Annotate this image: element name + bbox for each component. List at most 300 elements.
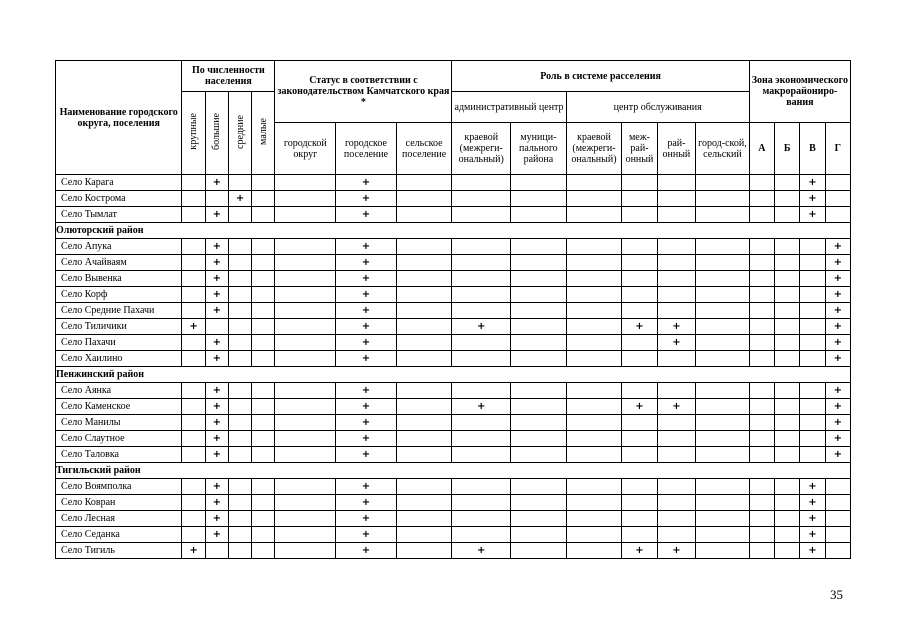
plus-mark: + xyxy=(825,335,850,351)
empty-cell xyxy=(396,447,452,463)
table-row xyxy=(56,399,851,415)
header-svc-interdistrict: меж-рай-онный xyxy=(622,123,657,175)
empty-cell xyxy=(749,287,774,303)
empty-cell xyxy=(511,255,567,271)
settlement-name: Село Корф xyxy=(56,287,182,303)
empty-cell xyxy=(228,511,251,527)
table-row xyxy=(56,527,851,543)
empty-cell xyxy=(749,191,774,207)
empty-cell xyxy=(775,383,800,399)
empty-cell xyxy=(696,351,750,367)
empty-cell xyxy=(252,543,275,559)
empty-cell xyxy=(749,495,774,511)
empty-cell xyxy=(182,415,205,431)
empty-cell xyxy=(566,207,622,223)
plus-mark: + xyxy=(205,271,228,287)
empty-cell xyxy=(252,271,275,287)
empty-cell xyxy=(657,495,695,511)
empty-cell xyxy=(396,191,452,207)
empty-cell xyxy=(252,207,275,223)
empty-cell xyxy=(252,239,275,255)
empty-cell xyxy=(566,271,622,287)
plus-mark: + xyxy=(800,479,825,495)
empty-cell xyxy=(396,399,452,415)
plus-mark: + xyxy=(336,303,397,319)
empty-cell xyxy=(511,399,567,415)
empty-cell xyxy=(775,415,800,431)
plus-mark: + xyxy=(336,319,397,335)
empty-cell xyxy=(657,271,695,287)
settlement-name: Село Седанка xyxy=(56,527,182,543)
empty-cell xyxy=(657,527,695,543)
empty-cell xyxy=(749,399,774,415)
empty-cell xyxy=(800,447,825,463)
empty-cell xyxy=(182,271,205,287)
empty-cell xyxy=(657,191,695,207)
empty-cell xyxy=(622,527,657,543)
empty-cell xyxy=(622,351,657,367)
table-body xyxy=(56,175,851,559)
empty-cell xyxy=(228,431,251,447)
plus-mark: + xyxy=(452,543,511,559)
empty-cell xyxy=(566,511,622,527)
header-st-urban-settlement: городское поселение xyxy=(336,123,397,175)
empty-cell xyxy=(228,479,251,495)
empty-cell xyxy=(749,351,774,367)
empty-cell xyxy=(252,399,275,415)
plus-mark: + xyxy=(825,415,850,431)
empty-cell xyxy=(228,207,251,223)
empty-cell xyxy=(452,239,511,255)
empty-cell xyxy=(800,415,825,431)
plus-mark: + xyxy=(205,447,228,463)
empty-cell xyxy=(452,495,511,511)
empty-cell xyxy=(275,527,336,543)
plus-mark: + xyxy=(336,527,397,543)
empty-cell xyxy=(275,495,336,511)
plus-mark: + xyxy=(800,543,825,559)
empty-cell xyxy=(749,239,774,255)
empty-cell xyxy=(566,543,622,559)
plus-mark: + xyxy=(336,383,397,399)
plus-mark: + xyxy=(336,415,397,431)
empty-cell xyxy=(228,415,251,431)
empty-cell xyxy=(452,479,511,495)
plus-mark: + xyxy=(825,431,850,447)
plus-mark: + xyxy=(228,191,251,207)
empty-cell xyxy=(696,207,750,223)
plus-mark: + xyxy=(336,239,397,255)
settlement-name: Село Лесная xyxy=(56,511,182,527)
empty-cell xyxy=(511,415,567,431)
empty-cell xyxy=(275,543,336,559)
empty-cell xyxy=(452,447,511,463)
empty-cell xyxy=(275,479,336,495)
empty-cell xyxy=(275,511,336,527)
empty-cell xyxy=(657,479,695,495)
empty-cell xyxy=(749,415,774,431)
empty-cell xyxy=(800,271,825,287)
plus-mark: + xyxy=(800,527,825,543)
settlement-name: Село Хаилино xyxy=(56,351,182,367)
empty-cell xyxy=(775,399,800,415)
table-row xyxy=(56,175,851,191)
empty-cell xyxy=(511,479,567,495)
plus-mark: + xyxy=(825,287,850,303)
empty-cell xyxy=(566,239,622,255)
empty-cell xyxy=(622,287,657,303)
empty-cell xyxy=(566,431,622,447)
empty-cell xyxy=(396,479,452,495)
empty-cell xyxy=(252,319,275,335)
table-row xyxy=(56,303,851,319)
empty-cell xyxy=(775,303,800,319)
settlement-name: Село Ковран xyxy=(56,495,182,511)
empty-cell xyxy=(252,415,275,431)
empty-cell xyxy=(825,527,850,543)
empty-cell xyxy=(622,239,657,255)
empty-cell xyxy=(696,479,750,495)
empty-cell xyxy=(275,351,336,367)
header-st-rural-settlement: сельское поселение xyxy=(396,123,452,175)
empty-cell xyxy=(511,447,567,463)
plus-mark: + xyxy=(205,495,228,511)
empty-cell xyxy=(566,527,622,543)
empty-cell xyxy=(396,543,452,559)
settlement-name: Село Карага xyxy=(56,175,182,191)
empty-cell xyxy=(396,335,452,351)
empty-cell xyxy=(396,319,452,335)
empty-cell xyxy=(622,495,657,511)
table-row xyxy=(56,207,851,223)
header-st-urban-okrug: городской округ xyxy=(275,123,336,175)
empty-cell xyxy=(657,287,695,303)
empty-cell xyxy=(228,239,251,255)
empty-cell xyxy=(511,495,567,511)
plus-mark: + xyxy=(825,319,850,335)
empty-cell xyxy=(228,271,251,287)
empty-cell xyxy=(696,287,750,303)
header-service-center: центр обслуживания xyxy=(566,92,749,123)
plus-mark: + xyxy=(622,319,657,335)
empty-cell xyxy=(252,191,275,207)
header-population: По численности населения xyxy=(182,61,275,92)
plus-mark: + xyxy=(825,255,850,271)
empty-cell xyxy=(228,383,251,399)
empty-cell xyxy=(622,255,657,271)
empty-cell xyxy=(275,415,336,431)
empty-cell xyxy=(749,511,774,527)
empty-cell xyxy=(775,207,800,223)
plus-mark: + xyxy=(336,255,397,271)
empty-cell xyxy=(452,511,511,527)
empty-cell xyxy=(275,207,336,223)
empty-cell xyxy=(511,335,567,351)
plus-mark: + xyxy=(800,207,825,223)
settlement-table xyxy=(55,60,851,559)
plus-mark: + xyxy=(825,351,850,367)
plus-mark: + xyxy=(622,543,657,559)
empty-cell xyxy=(749,319,774,335)
empty-cell xyxy=(749,207,774,223)
empty-cell xyxy=(825,207,850,223)
empty-cell xyxy=(657,383,695,399)
empty-cell xyxy=(275,271,336,287)
plus-mark: + xyxy=(336,431,397,447)
settlement-name: Село Тымлат xyxy=(56,207,182,223)
table-row xyxy=(56,319,851,335)
empty-cell xyxy=(228,175,251,191)
plus-mark: + xyxy=(205,287,228,303)
empty-cell xyxy=(452,255,511,271)
empty-cell xyxy=(749,527,774,543)
empty-cell xyxy=(511,543,567,559)
empty-cell xyxy=(182,175,205,191)
empty-cell xyxy=(452,191,511,207)
empty-cell xyxy=(452,351,511,367)
plus-mark: + xyxy=(205,175,228,191)
empty-cell xyxy=(275,191,336,207)
plus-mark: + xyxy=(825,383,850,399)
empty-cell xyxy=(775,175,800,191)
header-pop-big: большие xyxy=(205,92,228,175)
empty-cell xyxy=(228,351,251,367)
plus-mark: + xyxy=(825,239,850,255)
table-row xyxy=(56,431,851,447)
empty-cell xyxy=(800,255,825,271)
empty-cell xyxy=(775,271,800,287)
empty-cell xyxy=(252,255,275,271)
empty-cell xyxy=(252,287,275,303)
empty-cell xyxy=(452,431,511,447)
table-row xyxy=(56,255,851,271)
empty-cell xyxy=(696,415,750,431)
empty-cell xyxy=(825,543,850,559)
empty-cell xyxy=(228,399,251,415)
plus-mark: + xyxy=(336,207,397,223)
empty-cell xyxy=(566,415,622,431)
empty-cell xyxy=(800,431,825,447)
plus-mark: + xyxy=(336,543,397,559)
empty-cell xyxy=(775,479,800,495)
plus-mark: + xyxy=(800,175,825,191)
empty-cell xyxy=(749,175,774,191)
plus-mark: + xyxy=(336,287,397,303)
empty-cell xyxy=(182,495,205,511)
empty-cell xyxy=(749,271,774,287)
settlement-name: Село Апука xyxy=(56,239,182,255)
empty-cell xyxy=(622,447,657,463)
table-row xyxy=(56,271,851,287)
empty-cell xyxy=(182,207,205,223)
plus-mark: + xyxy=(336,511,397,527)
empty-cell xyxy=(252,511,275,527)
empty-cell xyxy=(657,447,695,463)
table-row xyxy=(56,511,851,527)
plus-mark: + xyxy=(205,383,228,399)
plus-mark: + xyxy=(452,399,511,415)
header-zone-v: В xyxy=(800,123,825,175)
section-row xyxy=(56,463,851,479)
empty-cell xyxy=(396,415,452,431)
plus-mark: + xyxy=(205,399,228,415)
empty-cell xyxy=(657,431,695,447)
empty-cell xyxy=(275,287,336,303)
section-title: Пенжинский район xyxy=(56,367,851,383)
empty-cell xyxy=(566,319,622,335)
empty-cell xyxy=(275,319,336,335)
empty-cell xyxy=(749,447,774,463)
empty-cell xyxy=(566,399,622,415)
page-number: 35 xyxy=(830,587,843,602)
empty-cell xyxy=(396,303,452,319)
empty-cell xyxy=(182,255,205,271)
table-row xyxy=(56,191,851,207)
empty-cell xyxy=(696,431,750,447)
settlement-name: Село Воямполка xyxy=(56,479,182,495)
empty-cell xyxy=(205,543,228,559)
plus-mark: + xyxy=(205,335,228,351)
empty-cell xyxy=(252,383,275,399)
empty-cell xyxy=(622,511,657,527)
plus-mark: + xyxy=(657,543,695,559)
empty-cell xyxy=(622,191,657,207)
plus-mark: + xyxy=(182,319,205,335)
empty-cell xyxy=(775,319,800,335)
empty-cell xyxy=(566,479,622,495)
empty-cell xyxy=(657,175,695,191)
empty-cell xyxy=(205,319,228,335)
empty-cell xyxy=(275,431,336,447)
empty-cell xyxy=(228,543,251,559)
empty-cell xyxy=(696,303,750,319)
empty-cell xyxy=(396,271,452,287)
empty-cell xyxy=(749,431,774,447)
empty-cell xyxy=(566,335,622,351)
empty-cell xyxy=(396,255,452,271)
empty-cell xyxy=(622,207,657,223)
empty-cell xyxy=(657,415,695,431)
plus-mark: + xyxy=(825,271,850,287)
empty-cell xyxy=(566,447,622,463)
empty-cell xyxy=(696,239,750,255)
empty-cell xyxy=(252,447,275,463)
empty-cell xyxy=(228,319,251,335)
empty-cell xyxy=(566,351,622,367)
empty-cell xyxy=(696,543,750,559)
empty-cell xyxy=(182,447,205,463)
empty-cell xyxy=(511,287,567,303)
empty-cell xyxy=(566,175,622,191)
empty-cell xyxy=(696,191,750,207)
empty-cell xyxy=(252,175,275,191)
empty-cell xyxy=(657,239,695,255)
plus-mark: + xyxy=(657,335,695,351)
table-row xyxy=(56,495,851,511)
empty-cell xyxy=(252,479,275,495)
empty-cell xyxy=(775,447,800,463)
empty-cell xyxy=(696,399,750,415)
empty-cell xyxy=(622,415,657,431)
empty-cell xyxy=(749,543,774,559)
empty-cell xyxy=(452,271,511,287)
empty-cell xyxy=(182,191,205,207)
empty-cell xyxy=(228,255,251,271)
empty-cell xyxy=(182,399,205,415)
empty-cell xyxy=(396,239,452,255)
header-adm-municipal: муници-пального района xyxy=(511,123,567,175)
empty-cell xyxy=(511,271,567,287)
empty-cell xyxy=(749,383,774,399)
settlement-name: Село Средние Пахачи xyxy=(56,303,182,319)
header-svc-district: рай-онный xyxy=(657,123,695,175)
empty-cell xyxy=(775,351,800,367)
empty-cell xyxy=(800,351,825,367)
empty-cell xyxy=(696,383,750,399)
empty-cell xyxy=(622,431,657,447)
header-svc-urban-rural: город-ской, сельский xyxy=(696,123,750,175)
empty-cell xyxy=(825,511,850,527)
empty-cell xyxy=(622,335,657,351)
empty-cell xyxy=(252,527,275,543)
empty-cell xyxy=(182,527,205,543)
empty-cell xyxy=(511,207,567,223)
empty-cell xyxy=(622,303,657,319)
empty-cell xyxy=(696,319,750,335)
empty-cell xyxy=(396,527,452,543)
settlement-name: Село Кострома xyxy=(56,191,182,207)
section-title: Олюторский район xyxy=(56,223,851,239)
empty-cell xyxy=(452,175,511,191)
empty-cell xyxy=(657,255,695,271)
plus-mark: + xyxy=(205,479,228,495)
settlement-name: Село Пахачи xyxy=(56,335,182,351)
empty-cell xyxy=(800,399,825,415)
empty-cell xyxy=(749,335,774,351)
plus-mark: + xyxy=(205,415,228,431)
plus-mark: + xyxy=(452,319,511,335)
plus-mark: + xyxy=(336,479,397,495)
empty-cell xyxy=(252,351,275,367)
empty-cell xyxy=(252,303,275,319)
section-row xyxy=(56,367,851,383)
empty-cell xyxy=(696,511,750,527)
empty-cell xyxy=(566,303,622,319)
plus-mark: + xyxy=(336,351,397,367)
empty-cell xyxy=(775,287,800,303)
empty-cell xyxy=(566,383,622,399)
empty-cell xyxy=(696,495,750,511)
empty-cell xyxy=(800,383,825,399)
empty-cell xyxy=(775,543,800,559)
empty-cell xyxy=(275,175,336,191)
empty-cell xyxy=(622,479,657,495)
header-admin-center: административный центр xyxy=(452,92,566,123)
empty-cell xyxy=(800,303,825,319)
empty-cell xyxy=(275,383,336,399)
table-row xyxy=(56,351,851,367)
empty-cell xyxy=(275,303,336,319)
table-row xyxy=(56,335,851,351)
empty-cell xyxy=(396,495,452,511)
empty-cell xyxy=(657,303,695,319)
empty-cell xyxy=(182,383,205,399)
plus-mark: + xyxy=(657,399,695,415)
empty-cell xyxy=(800,287,825,303)
plus-mark: + xyxy=(825,447,850,463)
empty-cell xyxy=(657,511,695,527)
empty-cell xyxy=(252,495,275,511)
